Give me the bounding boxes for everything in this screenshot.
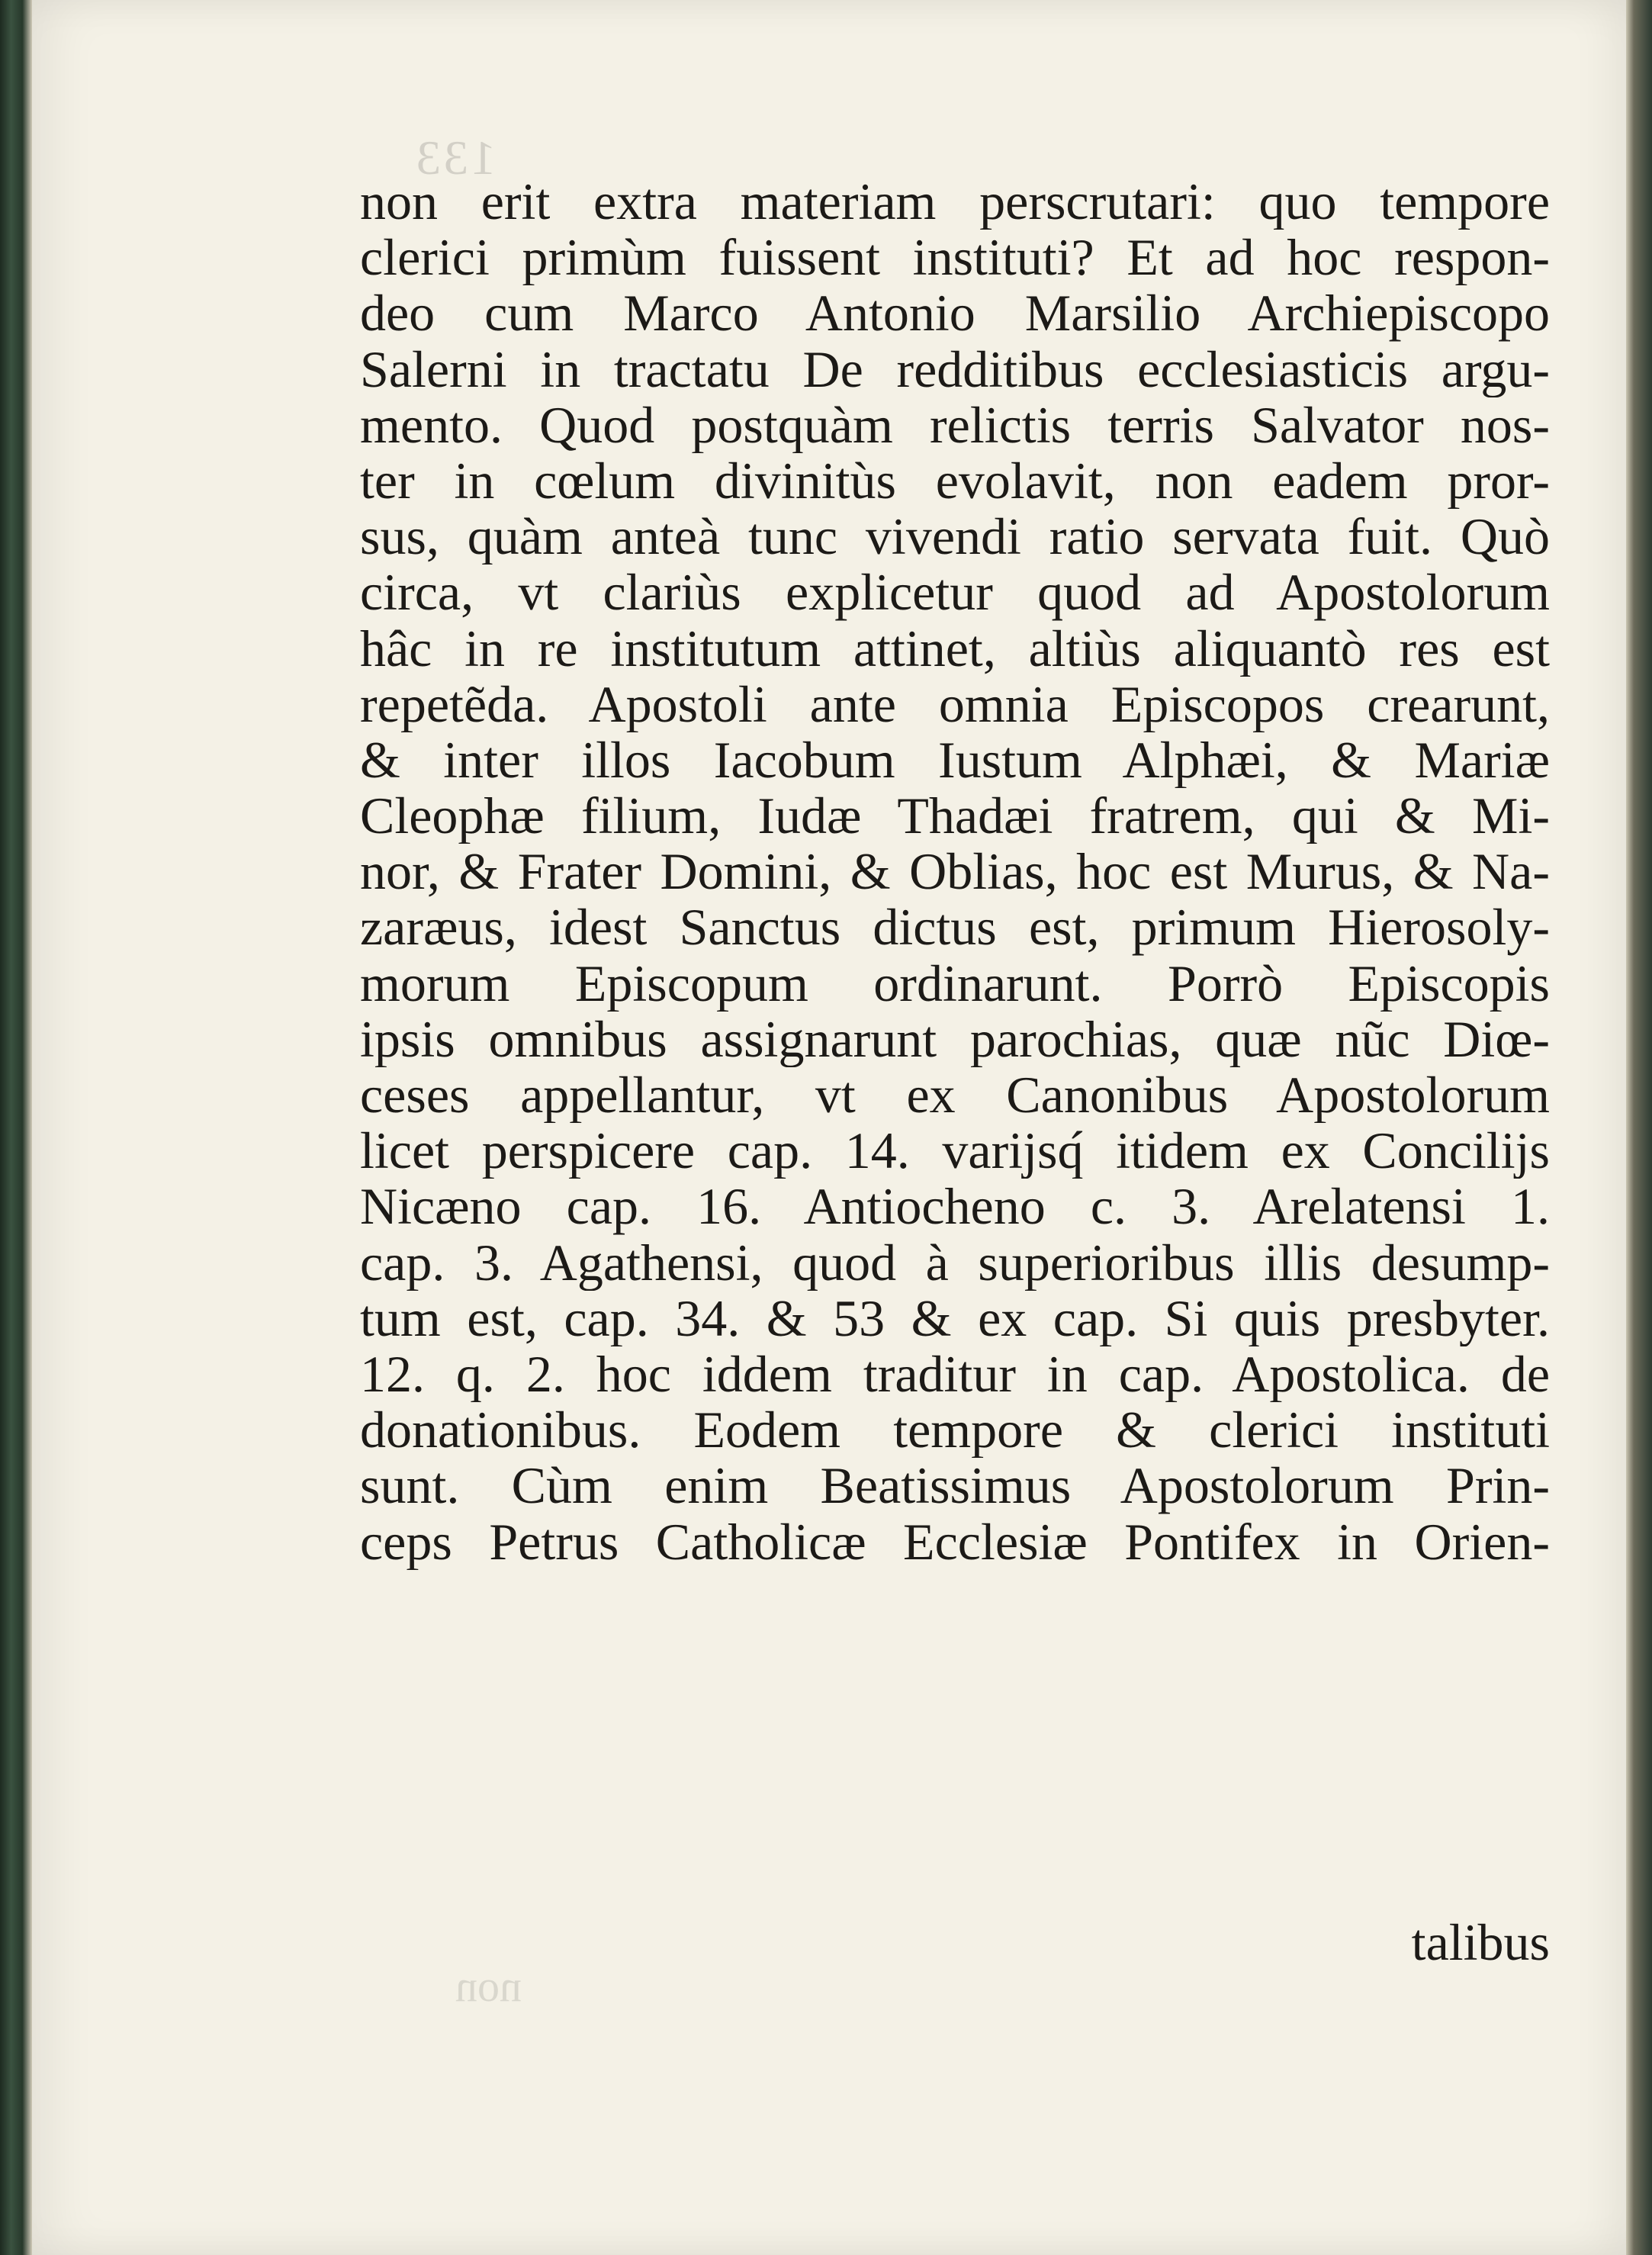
- text-line: hâc in re institutum attinet, altiùs aliquantò res est: [360, 620, 1550, 677]
- text-line: non erit extra materiam perscrutari: quo tempore: [360, 174, 1550, 230]
- text-line: clerici primùm fuissent instituti? Et ad hoc respon-: [360, 230, 1550, 286]
- text-line: repetẽda. Apostoli ante omnia Episcopos crearunt,: [360, 676, 1550, 732]
- text-line: ipsis omnibus assignarunt parochias, quæ nũc Diœ-: [360, 1011, 1550, 1067]
- text-line: licet perspicere cap. 14. varijsq́ itidem ex Concilijs: [360, 1123, 1550, 1179]
- text-line: sunt. Cùm enim Beatissimus Apostolorum Prin-: [360, 1458, 1550, 1514]
- text-line: mento. Quod postquàm relictis terris Salvator nos-: [360, 397, 1550, 453]
- bleed-through-catchword: non: [455, 1961, 522, 2011]
- text-line: & inter illos Iacobum Iustum Alphæi, & Mariæ: [360, 732, 1550, 789]
- text-line: Salerni in tractatu De redditibus ecclesiasticis argu-: [360, 341, 1550, 397]
- text-line: Cleophæ filium, Iudæ Thadæi fratrem, qui & Mi-: [360, 788, 1550, 844]
- page-text-block: [360, 174, 1550, 1570]
- text-line: ceses appellantur, vt ex Canonibus Apostolorum: [360, 1067, 1550, 1124]
- text-line: zaræus, idest Sanctus dictus est, primum Hierosoly-: [360, 899, 1550, 956]
- text-line: deo cum Marco Antonio Marsilio Archiepiscopo: [360, 285, 1550, 342]
- catchword: talibus: [1411, 1913, 1550, 1971]
- text-line: morum Episcopum ordinarunt. Porrò Episcopis: [360, 955, 1550, 1012]
- text-line: ter in cœlum divinitùs evolavit, non eadem pror-: [360, 452, 1550, 510]
- text-line: ceps Petrus Catholicæ Ecclesiæ Pontifex in Orien-: [360, 1514, 1550, 1570]
- page-right-edge: [1626, 0, 1652, 2255]
- text-line: sus, quàm anteà tunc vivendi ratio servata fuit. Quò: [360, 509, 1550, 565]
- bleed-through-page-number: 133: [413, 130, 496, 185]
- text-line: Nicæno cap. 16. Antiocheno c. 3. Arelatensi 1.: [360, 1179, 1550, 1235]
- text-line: donationibus. Eodem tempore & clerici instituti: [360, 1402, 1550, 1459]
- text-line: 12. q. 2. hoc iddem traditur in cap. Apostolica. de: [360, 1346, 1550, 1403]
- text-line: tum est, cap. 34. & 53 & ex cap. Si quis presbyter.: [360, 1290, 1550, 1346]
- text-line: nor, & Frater Domini, & Oblias, hoc est Murus, & Na-: [360, 844, 1550, 900]
- text-line: cap. 3. Agathensi, quod à superioribus illis desump-: [360, 1234, 1550, 1291]
- book-binding-edge: [0, 0, 32, 2255]
- text-line: circa, vt clariùs explicetur quod ad Apostolorum: [360, 565, 1550, 621]
